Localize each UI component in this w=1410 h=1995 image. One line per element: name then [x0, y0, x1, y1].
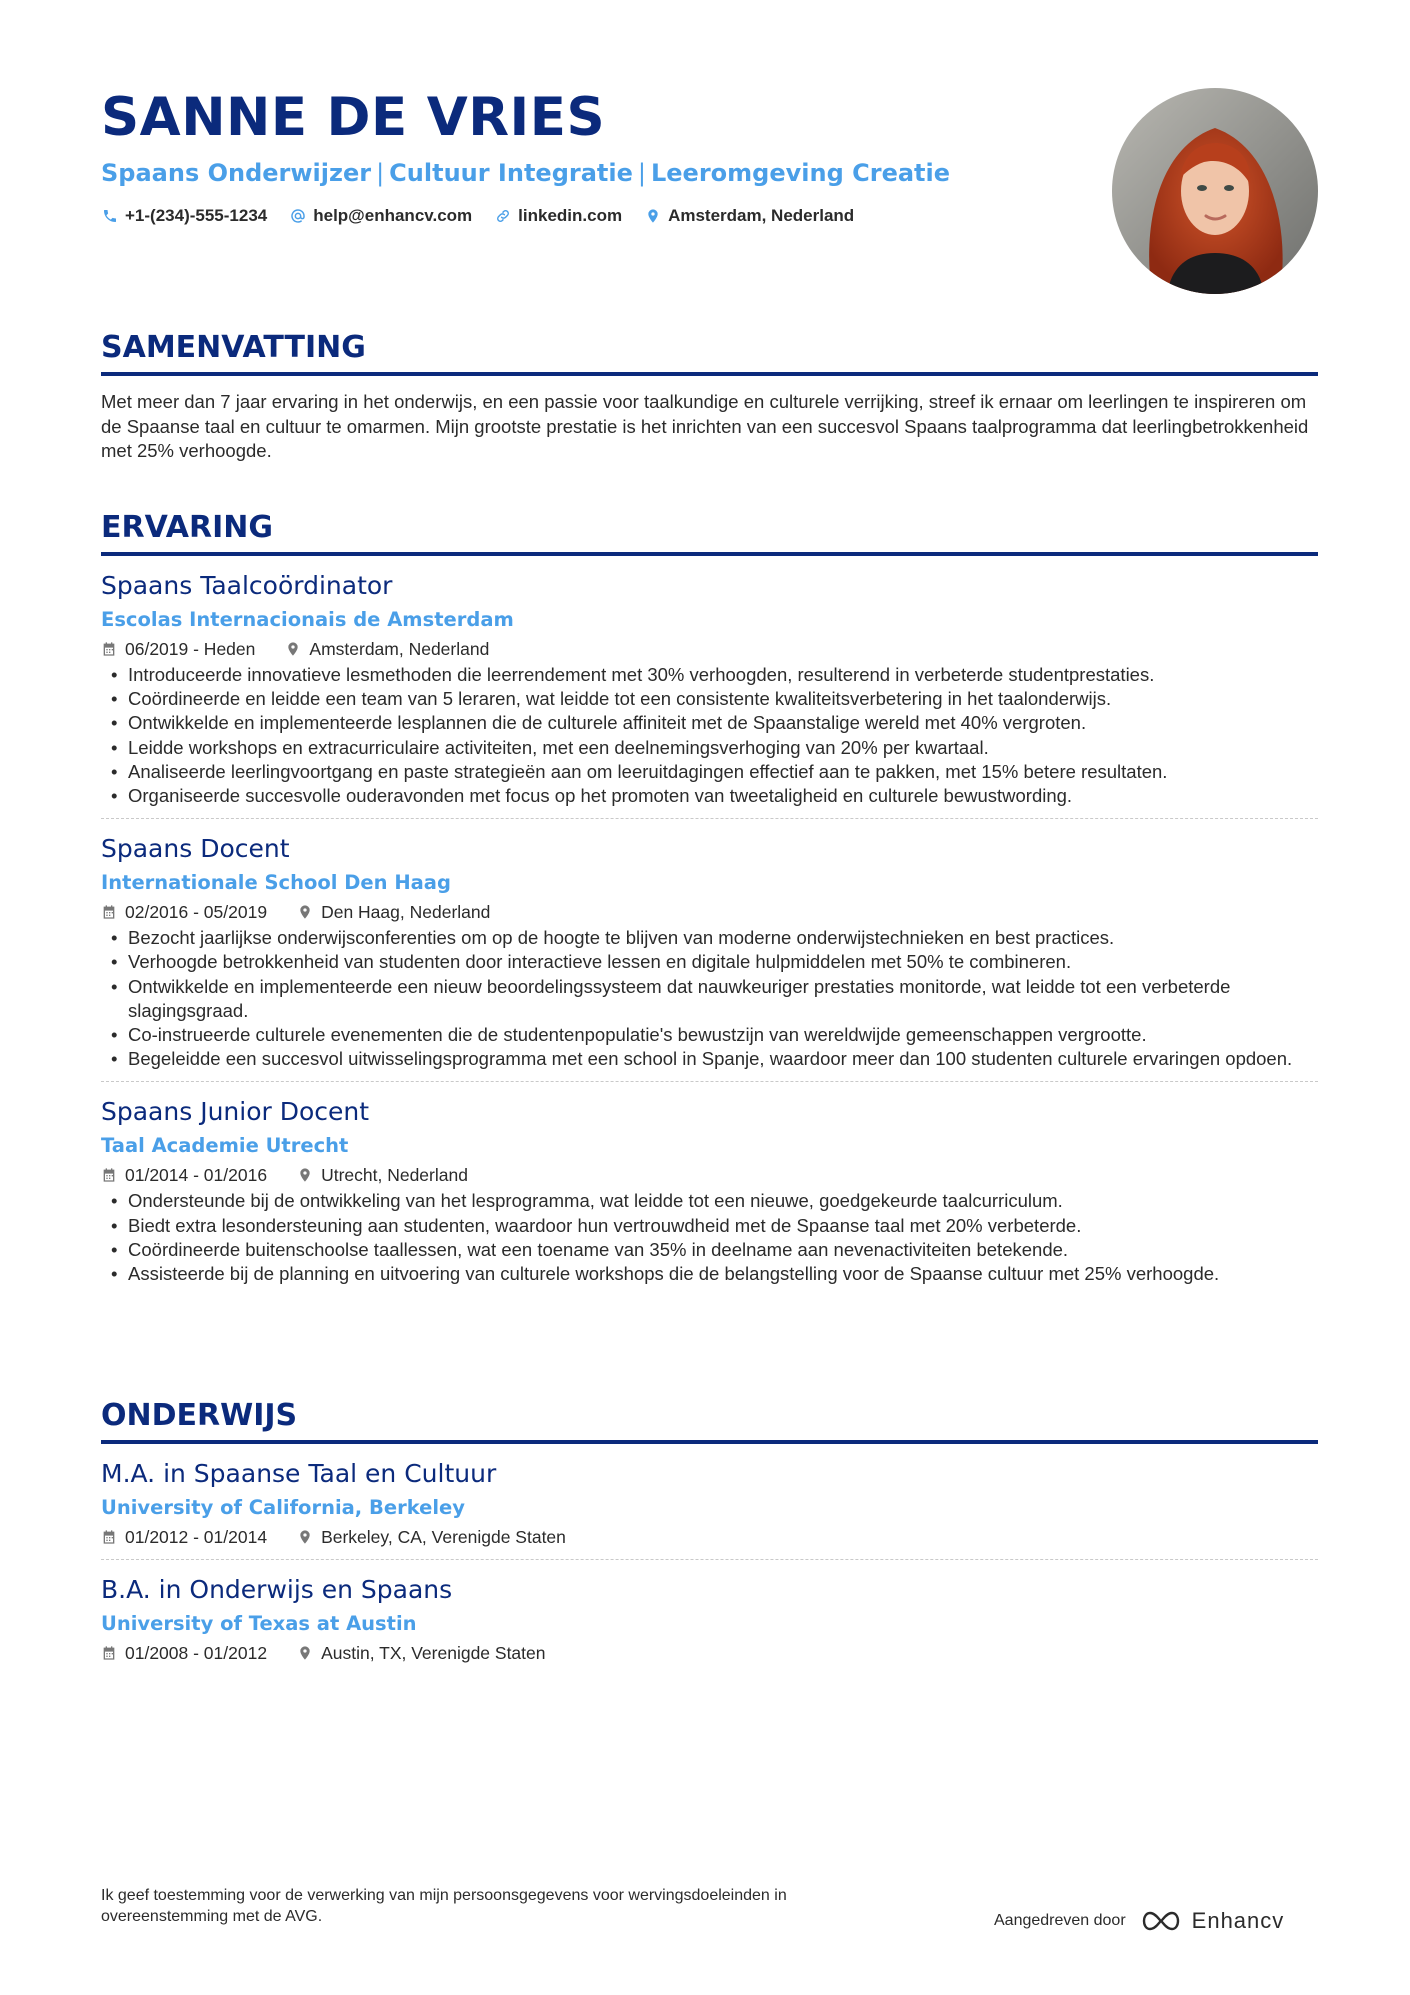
calendar-icon — [101, 641, 117, 657]
experience-entry — [101, 1082, 1318, 1296]
email-text: help@enhancv.com — [313, 206, 473, 225]
education-entry — [101, 1560, 1318, 1675]
employer-name: Taal Academie Utrecht — [101, 1134, 349, 1158]
location-text: Den Haag, Nederland — [321, 902, 491, 923]
location-text: Austin, TX, Verenigde Staten — [321, 1643, 546, 1663]
bullet-item: • Coördineerde en leidde een team van 5 leraren, wat leidde tot een consistente kwaliteitsverbetering in het taalonderwijs. — [101, 687, 1318, 711]
headline-separator: | — [637, 159, 646, 187]
degree-title: B.A. in Onderwijs en Spaans — [101, 1575, 453, 1604]
resume-header — [101, 86, 1061, 226]
powered-by[interactable] — [994, 1908, 1284, 1934]
school-location — [297, 1641, 545, 1665]
date-text: 01/2014 - 01/2016 — [125, 1165, 268, 1186]
calendar-icon — [101, 1645, 117, 1661]
date-text: 01/2008 - 01/2012 — [125, 1643, 268, 1663]
date-text: 01/2012 - 01/2014 — [125, 1527, 268, 1547]
enhancv-logo-icon — [1138, 1909, 1184, 1933]
location-pin-icon — [297, 904, 313, 920]
employer-name: Escolas Internacionais de Amsterdam — [101, 608, 514, 631]
entry-meta — [101, 1525, 1318, 1549]
date-text: 02/2016 - 05/2019 — [125, 902, 268, 923]
bullet-list — [101, 1189, 1318, 1286]
contact-linkedin[interactable] — [494, 206, 622, 226]
location-text: Berkeley, CA, Verenigde Staten — [321, 1527, 566, 1547]
bullet-item: • Ontwikkelde en implementeerde een nieuw beoordelingssysteem dat nauwkeuriger prestaties monitorde, wat leidde tot een verbeterde slagingsgraad. — [101, 975, 1318, 1023]
at-icon — [289, 207, 307, 225]
section-title: SAMENVATTING — [101, 328, 1318, 376]
job-title: Spaans Taalcoördinator — [101, 571, 393, 600]
date-text: 06/2019 - Heden — [125, 639, 256, 659]
experience-entry — [101, 556, 1318, 819]
bullet-item: • Biedt extra lesondersteuning aan studenten, waardoor hun vertrouwdheid met de Spaanse taal met 20% verbeterde. — [101, 1214, 1318, 1238]
section-title: ERVARING — [101, 508, 1318, 556]
bullet-item: • Co-instrueerde culturele evenementen die de studentenpopulatie's bewustzijn van wereldwijde gemeenschappen vergrootte. — [101, 1023, 1318, 1047]
school-location — [297, 1525, 566, 1549]
bullet-item: • Organiseerde succesvolle ouderavonden met focus op het promoten van tweetaligheid en culturele bewustwording. — [101, 784, 1318, 808]
bullet-list — [101, 926, 1318, 1071]
bullet-item: • Analiseerde leerlingvoortgang en paste strategieën aan om leeruitdagingen effectief aan te pakken, met 15% betere resultaten. — [101, 760, 1318, 784]
job-title: Spaans Docent — [101, 834, 290, 864]
location-pin-icon — [297, 1167, 313, 1183]
consent-note: Ik geef toestemming voor de verwerking van mijn persoonsgegevens voor wervingsdoeleinden in overeenstemming met de AVG. — [101, 1887, 787, 1925]
location-text: Amsterdam, Nederland — [309, 639, 490, 659]
location-pin-icon — [644, 207, 662, 225]
location-pin-icon — [285, 641, 301, 657]
summary-section — [101, 328, 1318, 464]
date-range — [101, 637, 255, 661]
entry-meta — [101, 1163, 1318, 1187]
contact-bar — [101, 206, 1061, 226]
contact-phone[interactable] — [101, 206, 267, 226]
education-entry — [101, 1444, 1318, 1560]
entry-meta — [101, 900, 1318, 924]
bullet-list — [101, 663, 1318, 808]
education-section — [101, 1396, 1318, 1675]
location-pin-icon — [297, 1529, 313, 1545]
entry-meta — [101, 637, 1318, 661]
experience-entry — [101, 819, 1318, 1082]
bullet-item: • Ontwikkelde en implementeerde lesplannen die de culturele affiniteit met de Spaanstalige wereld met 40% vergroten. — [101, 711, 1318, 735]
bullet-item: • Ondersteunde bij de ontwikkeling van het lesprogramma, wat leidde tot een nieuwe, goedgekeurde taalcurriculum. — [101, 1189, 1318, 1213]
bullet-item: • Assisteerde bij de planning en uitvoering van culturele workshops die de belangstelling voor de Spaanse cultuur met 25% verhoogde. — [101, 1262, 1318, 1286]
headline — [101, 156, 1061, 190]
section-title: ONDERWIJS — [101, 1396, 1318, 1444]
bullet-item: • Leidde workshops en extracurriculaire activiteiten, met een deelnemingsverhoging van 20% per kwartaal. — [101, 736, 1318, 760]
summary-text: Met meer dan 7 jaar ervaring in het onderwijs, en een passie voor taalkundige en culturele verrijking, streef ik ernaar om leerlingen te inspireren om de Spaanse taal en cultuur te omarmen. Mijn grootste prestatie is het inrichten van een succesvol Spaans taalprogramma dat leerlingbetrokkenheid met 25% verhoogde. — [101, 391, 1309, 461]
experience-section — [101, 508, 1318, 1296]
phone-icon — [101, 207, 119, 225]
date-range — [101, 900, 267, 924]
calendar-icon — [101, 1167, 117, 1183]
school-name: University of California, Berkeley — [101, 1496, 465, 1519]
contact-email[interactable] — [289, 206, 472, 226]
calendar-icon — [101, 904, 117, 920]
job-location — [297, 1163, 468, 1187]
headline-separator: | — [376, 159, 385, 187]
date-range — [101, 1525, 267, 1549]
bullet-item: • Bezocht jaarlijkse onderwijsconferenties om op de hoogte te blijven van moderne onderwijstechnieken en best practices. — [101, 926, 1318, 950]
location-text: Amsterdam, Nederland — [668, 206, 855, 225]
school-name: University of Texas at Austin — [101, 1612, 417, 1635]
bullet-item: • Coördineerde buitenschoolse taallessen, wat een toename van 35% in deelname aan nevenactiviteiten betekende. — [101, 1238, 1318, 1262]
job-location — [285, 637, 489, 661]
brand-logo — [1138, 1908, 1285, 1934]
employer-name: Internationale School Den Haag — [101, 871, 451, 895]
linkedin-text: linkedin.com — [518, 206, 623, 225]
phone-text: +1-(234)-555-1234 — [125, 206, 268, 225]
bullet-item: • Verhoogde betrokkenheid van studenten door interactieve lessen en digitale hulpmiddelen met 50% te combineren. — [101, 950, 1318, 974]
degree-title: M.A. in Spaanse Taal en Cultuur — [101, 1459, 497, 1488]
location-text: Utrecht, Nederland — [321, 1165, 468, 1186]
bullet-item: • Begeleidde een succesvol uitwisselingsprogramma met een school in Spanje, waardoor meer dan 100 studenten culturele ervaringen opdoen. — [101, 1047, 1318, 1071]
job-title: Spaans Junior Docent — [101, 1097, 370, 1127]
headline-item: Cultuur Integratie — [389, 159, 633, 187]
contact-location — [644, 206, 854, 226]
entry-meta — [101, 1641, 1318, 1665]
brand-name: Enhancv — [1191, 1908, 1285, 1933]
calendar-icon — [101, 1529, 117, 1545]
headline-item: Spaans Onderwijzer — [101, 159, 372, 187]
powered-by-label: Aangedreven door — [994, 1912, 1126, 1929]
profile-photo — [1112, 88, 1318, 294]
bullet-item: • Introduceerde innovatieve lesmethoden die leerrendement met 30% verhoogden, resulterend in verbeterde studentprestaties. — [101, 663, 1318, 687]
date-range — [101, 1641, 267, 1665]
candidate-name: SANNE DE VRIES — [101, 87, 606, 148]
headline-item: Leeromgeving Creatie — [650, 159, 951, 187]
job-location — [297, 900, 490, 924]
date-range — [101, 1163, 267, 1187]
location-pin-icon — [297, 1645, 313, 1661]
link-icon — [494, 207, 512, 225]
